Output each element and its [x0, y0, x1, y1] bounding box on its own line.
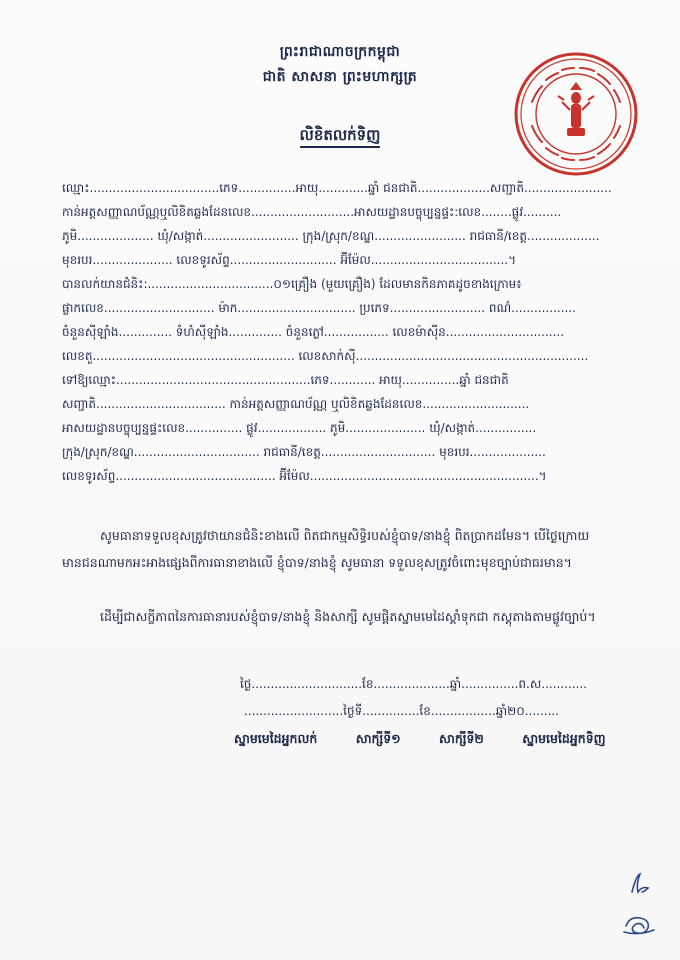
buyer-id-line: សញ្ជាតិ.................................. កាន់អត្តសញ្ញាណប័ណ្ណ ឬលិខិតឆ្លងដែនលេខ............................	[62, 397, 530, 411]
guarantee-paragraph: សូមធានាទទួលខុសត្រូវថាយានជំនិះខាងលើ ពិតជាកម្មសិទ្ធិរបស់ខ្ញុំបាទ/នាងខ្ញុំ ពិតប្រាកដមែន។ បើថ្ងៃក្រោយមានជនណាមកអះអាងផ្សេងពីការធានាខាងលើ ខ្ញុំបាទ/នាងខ្ញុំ សូមធានា ទទួលខុសត្រូវចំពោះមុខច្បាប់ជាធរមាន។	[62, 528, 590, 570]
lunar-date-line: ថ្ងៃ.............................ខែ....................ឆ្នាំ...............ព.ស............	[240, 677, 588, 691]
vehicle-plate-line: ផ្លាកលេខ............................. ម៉ាក............................... ប្រភេទ......................... ពណ៌.................	[62, 301, 576, 315]
kingdom-title: ព្រះរាជាណាចក្រកម្ពុជា	[279, 44, 401, 60]
seller-village-line: ភូមិ.................... ឃុំ/សង្កាត់......................... ក្រុង/ស្រុក/ខណ្ឌ........................ រាជធានី/ខេត្ត...................	[62, 229, 600, 243]
vehicle-cylinder-line: ចំនួនស៊ីឡាំង.............. ទំហំស៊ីឡាំង.............. ចំនួនភ្លៅ................. លេខម៉ាស៊ីន...............................	[62, 325, 565, 339]
document-title-text: លិខិតលក់ទិញ	[300, 126, 381, 148]
witness-paragraph: ដើម្បីជាសក្ខីភាពនៃការធានារបស់ខ្ញុំបាទ/នាងខ្ញុំ និងសាក្សី សូមផ្តិតស្នាមមេដៃស្តាំទុកជា កស្តុតាងតាមផ្លូវច្បាប់។	[100, 609, 596, 624]
handwritten-initials-icon	[620, 870, 660, 940]
seller-name-line: ឈ្មោះ..................................ភេទ...............អាយុ.............ឆ្នាំ ជនជាតិ...................សញ្ជាតិ.......................	[62, 181, 612, 195]
solar-date-line: ..........................ថ្ងៃទី...............ខែ.................ឆ្នាំ២០.........	[244, 704, 560, 718]
buyer-contact-line: លេខទូរស័ព្ទ.......................................... អ៊ីម៉ែល............................................................។	[62, 469, 547, 483]
signature-labels	[234, 731, 606, 750]
buyer-address-line: អាសយដ្ឋានបច្ចុប្បន្នផ្ទះលេខ............... ផ្លូវ.................. ភូមិ..................... ឃុំ/សង្កាត់................	[62, 421, 537, 435]
official-seal-icon	[512, 50, 640, 178]
national-motto: ជាតិ សាសនា ព្រះមហាក្សត្រ	[262, 69, 418, 85]
seller-id-address-line: កាន់អត្តសញ្ញាណប័ណ្ណឬលិខិតឆ្លងដែនលេខ...........................អាសយដ្ឋានបច្ចុប្បន្នផ្ទះ:លេខ........ផ្លូវ..........	[62, 205, 562, 219]
seller-thumbprint-label: ស្នាមមេដៃអ្នកលក់	[234, 731, 318, 746]
form-fields	[62, 176, 640, 488]
vehicle-chassis-line: លេខតួ..................................................... លេខសាក់ស៊ី.............................................................	[62, 349, 589, 363]
buyer-district-line: ក្រុង/ស្រុក/ខណ្ឌ................................. រាជធានី/ខេត្ត.............................. មុខរបរ....................	[62, 445, 546, 459]
buyer-thumbprint-label: ស្នាមមេដៃអ្នកទិញ	[522, 731, 606, 746]
seller-contact-line: មុខរបរ..................... លេខទូរស័ព្ទ............................ អ៊ីម៉ែល....................................។	[62, 253, 517, 267]
witness-2-label: សាក្សីទី២	[438, 731, 484, 746]
vehicle-sold-line: បានលក់យានជំនិះ:.................................០១គ្រឿង (មួយគ្រឿង) ដែលមានកិនភាគដូចខាងក្រោម៖	[62, 277, 522, 291]
witness-1-label: សាក្សីទី១	[355, 731, 401, 746]
document-title	[0, 126, 680, 148]
buyer-name-line: ទៅឱ្យឈ្មោះ...................................................ភេទ............ អាយុ...............ឆ្នាំ ជនជាតិ	[62, 373, 509, 387]
